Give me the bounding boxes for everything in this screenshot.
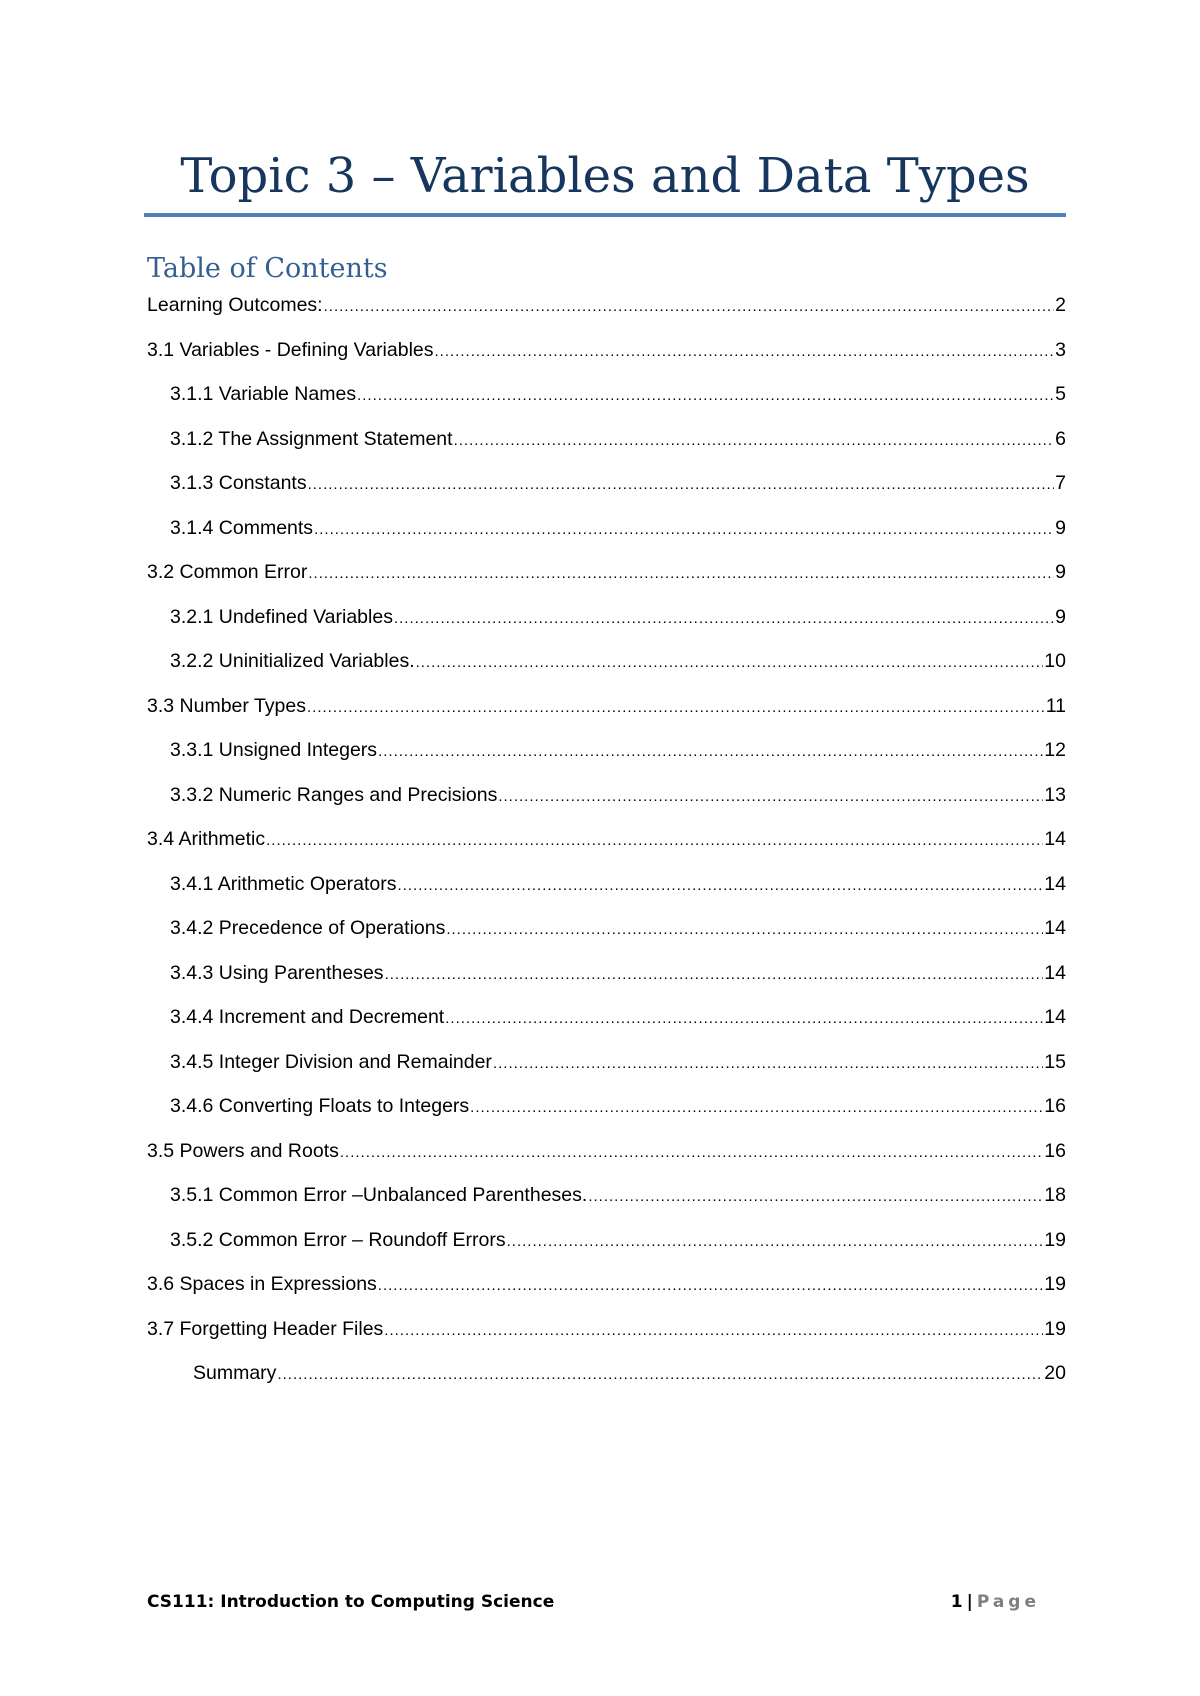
toc-entry-page: 16 [1044,1095,1066,1117]
toc-entry-label: 3.1.1 Variable Names [170,383,357,405]
toc-entry[interactable] [170,959,1066,987]
toc-entry-label: 3.7 Forgetting Header Files [147,1317,384,1340]
toc-entry[interactable] [170,870,1066,898]
footer-page-number [951,1590,1040,1614]
toc-entry-label: 3.3.2 Numeric Ranges and Precisions [170,783,498,806]
toc-entry-page: 14 [1044,1006,1066,1028]
page-title: Topic 3 – Variables and Data Types [180,148,1030,204]
toc-dot-leader [378,1272,1044,1300]
toc-entry-label: Learning Outcomes: [147,294,323,316]
toc-entry-label: 3.5 Powers and Roots [147,1139,339,1162]
toc-entry-page: 16 [1044,1139,1066,1162]
toc-entry-label: 3.4.4 Increment and Decrement [170,1006,445,1028]
toc-dot-leader [416,649,1044,677]
footer-course-title: CS111: Introduction to Computing Science [147,1592,555,1612]
toc-entry-page: 7 [1055,472,1066,494]
toc-entry[interactable] [147,1315,1066,1343]
toc-entry[interactable] [170,603,1066,631]
toc-entry-page: 14 [1044,961,1066,984]
toc-entry-page: 3 [1055,338,1066,361]
toc-dot-leader [378,738,1043,766]
toc-entry[interactable] [170,1181,1066,1209]
toc-entry[interactable] [170,647,1066,675]
toc-entry-page: 2 [1055,294,1066,316]
toc-dot-leader [340,1139,1043,1167]
toc-entry[interactable] [170,781,1066,809]
toc-dot-leader [385,961,1044,989]
toc-entry-page: 14 [1044,917,1066,939]
toc-dot-leader [507,1228,1044,1256]
toc-entry-page: 11 [1045,694,1066,717]
toc-entry-page: 14 [1044,872,1066,895]
toc-entry-page: 12 [1044,739,1066,761]
toc-dot-leader [314,516,1054,544]
page-number: 1 [950,1592,963,1612]
toc-entry-label: 3.2.2 Uninitialized Variables. [170,650,415,672]
toc-dot-leader [307,694,1045,722]
toc-entry[interactable] [170,1003,1066,1031]
toc-entry-page: 10 [1044,650,1066,672]
toc-entry-page: 9 [1055,561,1066,583]
toc-entry[interactable] [170,1226,1066,1254]
toc-entry-page: 15 [1044,1050,1066,1073]
toc-entry[interactable] [147,1270,1066,1298]
toc-entry-page: 19 [1044,1317,1066,1340]
toc-entry-page: 13 [1044,783,1066,806]
toc-entry[interactable] [147,336,1066,364]
toc-dot-leader [588,1183,1043,1211]
toc-entry[interactable] [170,425,1066,453]
toc-entry-label: 3.1.3 Constants [170,472,307,494]
toc-entry-label: 3.6 Spaces in Expressions [147,1273,377,1295]
toc-entry-label: 3.2.1 Undefined Variables [170,605,393,628]
toc-entry-page: 9 [1055,516,1066,539]
toc-dot-leader [394,605,1054,633]
toc-entry-page: 19 [1044,1273,1066,1295]
toc-entry[interactable] [147,825,1066,853]
toc-dot-leader [308,471,1055,499]
toc-entry[interactable] [170,1092,1066,1120]
toc-entry-page: 18 [1044,1184,1066,1206]
toc-heading: Table of Contents [147,253,388,284]
toc-entry[interactable] [147,558,1066,586]
toc-entry-label: 3.5.2 Common Error – Roundoff Errors [170,1228,506,1251]
toc-entry[interactable] [170,514,1066,542]
toc-dot-leader [470,1094,1043,1122]
toc-entry-label: 3.3 Number Types [147,694,306,717]
toc-entry-page: 14 [1044,828,1066,850]
toc-entry-label: 3.1.4 Comments [170,516,314,539]
toc-entry-page: 6 [1055,427,1066,450]
toc-entry-label: 3.1.2 The Assignment Statement [170,427,453,450]
toc-dot-leader [384,1317,1043,1345]
toc-entry[interactable] [170,914,1066,942]
toc-entry[interactable] [170,380,1066,408]
toc-entry-page: 19 [1044,1228,1066,1251]
toc-dot-leader [357,382,1054,410]
toc-dot-leader [493,1050,1043,1078]
toc-entry-label: 3.4 Arithmetic [147,828,266,850]
toc-entry-label: 3.4.6 Converting Floats to Integers [170,1095,470,1117]
toc-entry-page: 20 [1044,1362,1066,1384]
toc-entry[interactable] [170,736,1066,764]
toc-dot-leader [445,1005,1043,1033]
toc-entry-label: 3.3.1 Unsigned Integers [170,739,378,761]
toc-entry[interactable] [147,291,1066,319]
toc-dot-leader [454,427,1055,455]
toc-dot-leader [277,1361,1043,1389]
toc-dot-leader [266,827,1043,855]
toc-dot-leader [446,916,1043,944]
toc-dot-leader [498,783,1043,811]
toc-entry-label: 3.2 Common Error [147,561,308,583]
toc-entry[interactable] [147,692,1066,720]
toc-entry-label: 3.4.3 Using Parentheses [170,961,384,984]
toc-dot-leader [324,293,1055,321]
toc-entry-label: 3.4.2 Precedence of Operations [170,917,446,939]
toc-entry[interactable] [147,1137,1066,1165]
title-underline [144,213,1066,217]
toc-entry-label: Summary [193,1362,277,1384]
toc-entry[interactable] [170,469,1066,497]
page-word: Page [976,1592,1040,1612]
toc-entry[interactable] [170,1048,1066,1076]
toc-entry-label: 3.4.5 Integer Division and Remainder [170,1050,492,1073]
page-separator: | [966,1592,973,1612]
toc-entry-page: 5 [1055,383,1066,405]
toc-entry[interactable] [193,1359,1066,1387]
toc-entry-label: 3.1 Variables - Defining Variables [147,338,434,361]
toc-dot-leader [435,338,1055,366]
toc-entry-page: 9 [1055,605,1066,628]
toc-dot-leader [308,560,1054,588]
toc-entry-label: 3.4.1 Arithmetic Operators [170,872,397,895]
toc-entry-label: 3.5.1 Common Error –Unbalanced Parentheses. [170,1184,588,1206]
toc-dot-leader [398,872,1044,900]
